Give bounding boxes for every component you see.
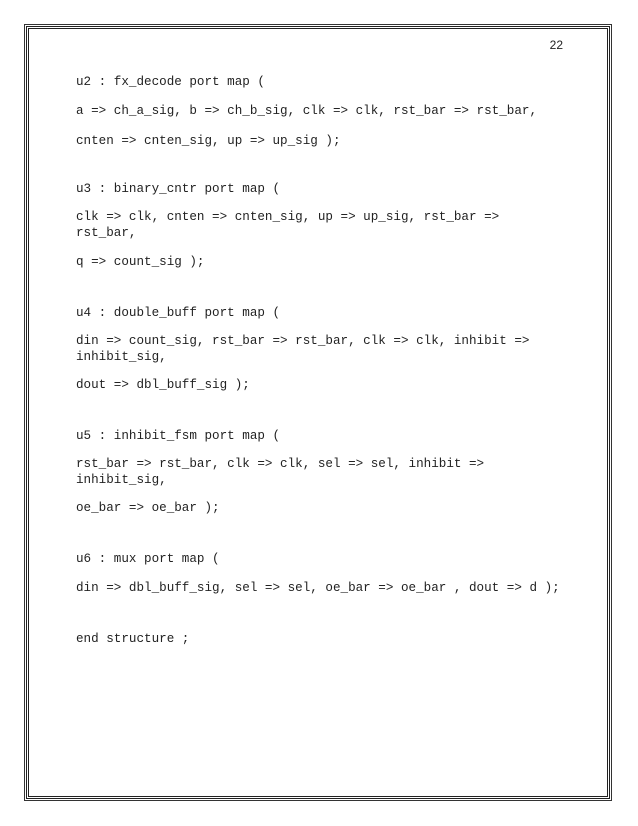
code-line-12: u5 : inhibit_fsm port map ( bbox=[76, 429, 281, 443]
code-line-11: dout => dbl_buff_sig ); bbox=[76, 378, 250, 392]
code-line-3: cnten => cnten_sig, up => up_sig ); bbox=[76, 134, 341, 148]
code-line-13: rst_bar => rst_bar, clk => clk, sel => sel, inhibit => bbox=[76, 457, 485, 471]
code-line-4: u3 : binary_cntr port map ( bbox=[76, 182, 281, 196]
code-line-5: clk => clk, cnten => cnten_sig, up => up_sig, rst_bar => bbox=[76, 210, 500, 224]
code-line-16: u6 : mux port map ( bbox=[76, 552, 220, 566]
code-line-17: din => dbl_buff_sig, sel => sel, oe_bar => oe_bar , dout => d ); bbox=[76, 581, 560, 595]
page-number: 22 bbox=[549, 38, 563, 52]
code-line-15: oe_bar => oe_bar ); bbox=[76, 501, 220, 515]
code-line-9: din => count_sig, rst_bar => rst_bar, clk => clk, inhibit => bbox=[76, 334, 530, 348]
code-line-14: inhibit_sig, bbox=[76, 473, 167, 487]
code-line-1: u2 : fx_decode port map ( bbox=[76, 75, 265, 89]
code-line-7: q => count_sig ); bbox=[76, 255, 205, 269]
code-line-6: rst_bar, bbox=[76, 226, 137, 240]
code-line-10: inhibit_sig, bbox=[76, 350, 167, 364]
code-line-18: end structure ; bbox=[76, 632, 190, 646]
code-line-8: u4 : double_buff port map ( bbox=[76, 306, 281, 320]
code-line-2: a => ch_a_sig, b => ch_b_sig, clk => clk, rst_bar => rst_bar, bbox=[76, 104, 538, 118]
